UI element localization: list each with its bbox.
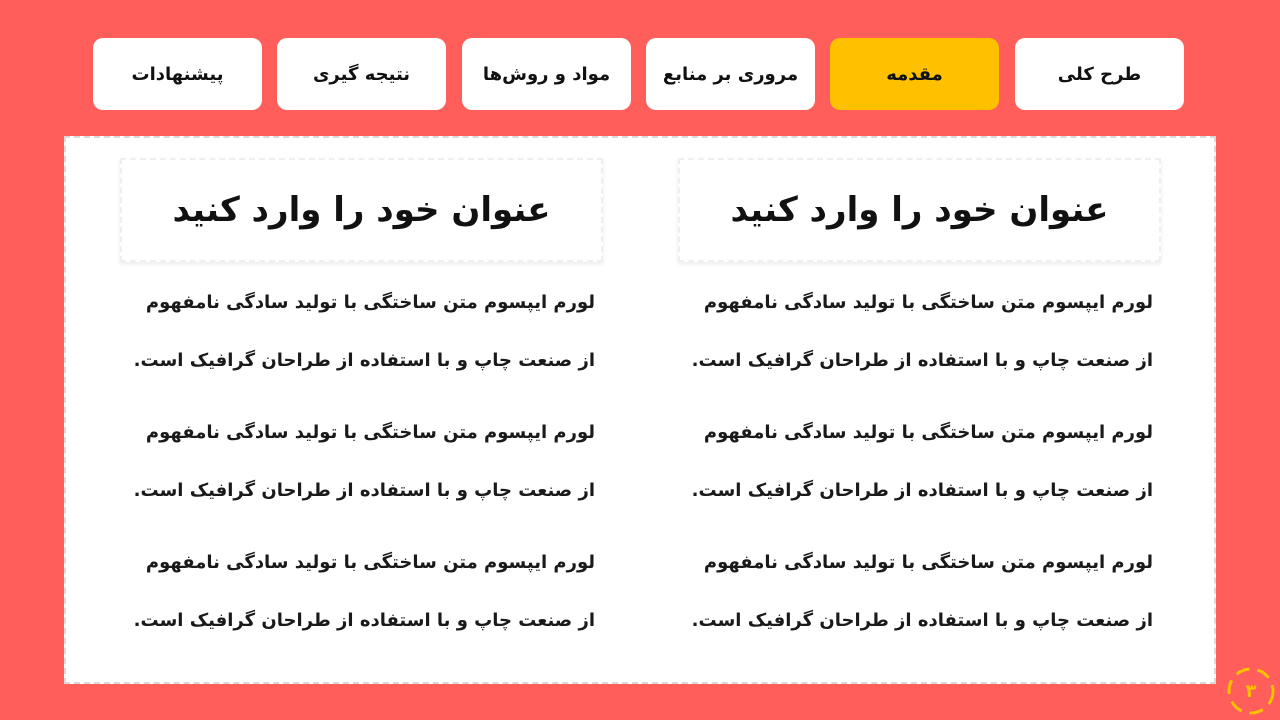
body-paragraph: لورم ایپسوم متن ساختگی با تولید سادگی نامفهوم از صنعت چاپ و با استفاده از طراحان گرافیک است. (133, 292, 595, 371)
page-number: ۳ (1245, 680, 1257, 702)
section-nav (93, 38, 1184, 110)
content-panel (64, 136, 1216, 684)
paragraph-list (678, 274, 1161, 650)
body-paragraph: لورم ایپسوم متن ساختگی با تولید سادگی نامفهوم از صنعت چاپ و با استفاده از طراحان گرافیک است. (133, 422, 595, 501)
paragraph-list (120, 274, 603, 650)
tab-outline[interactable]: طرح کلی (1015, 38, 1184, 110)
tab-introduction[interactable]: مقدمه (830, 38, 999, 110)
column-title: عنوان خود را وارد کنید (120, 158, 603, 262)
tab-materials-methods[interactable]: مواد و روش‌ها (462, 38, 631, 110)
body-paragraph: لورم ایپسوم متن ساختگی با تولید سادگی نامفهوم از صنعت چاپ و با استفاده از طراحان گرافیک است. (691, 552, 1153, 631)
tab-literature-review[interactable]: مروری بر منابع (646, 38, 815, 110)
body-paragraph: لورم ایپسوم متن ساختگی با تولید سادگی نامفهوم از صنعت چاپ و با استفاده از طراحان گرافیک است. (691, 292, 1153, 371)
content-column-right (678, 158, 1161, 664)
page-number-badge (1226, 666, 1276, 716)
tab-conclusion[interactable]: نتیجه گیری (277, 38, 446, 110)
column-title: عنوان خود را وارد کنید (678, 158, 1161, 262)
body-paragraph: لورم ایپسوم متن ساختگی با تولید سادگی نامفهوم از صنعت چاپ و با استفاده از طراحان گرافیک است. (691, 422, 1153, 501)
tab-recommendations[interactable]: پیشنهادات (93, 38, 262, 110)
body-paragraph: لورم ایپسوم متن ساختگی با تولید سادگی نامفهوم از صنعت چاپ و با استفاده از طراحان گرافیک است. (133, 552, 595, 631)
content-column-left (120, 158, 603, 664)
